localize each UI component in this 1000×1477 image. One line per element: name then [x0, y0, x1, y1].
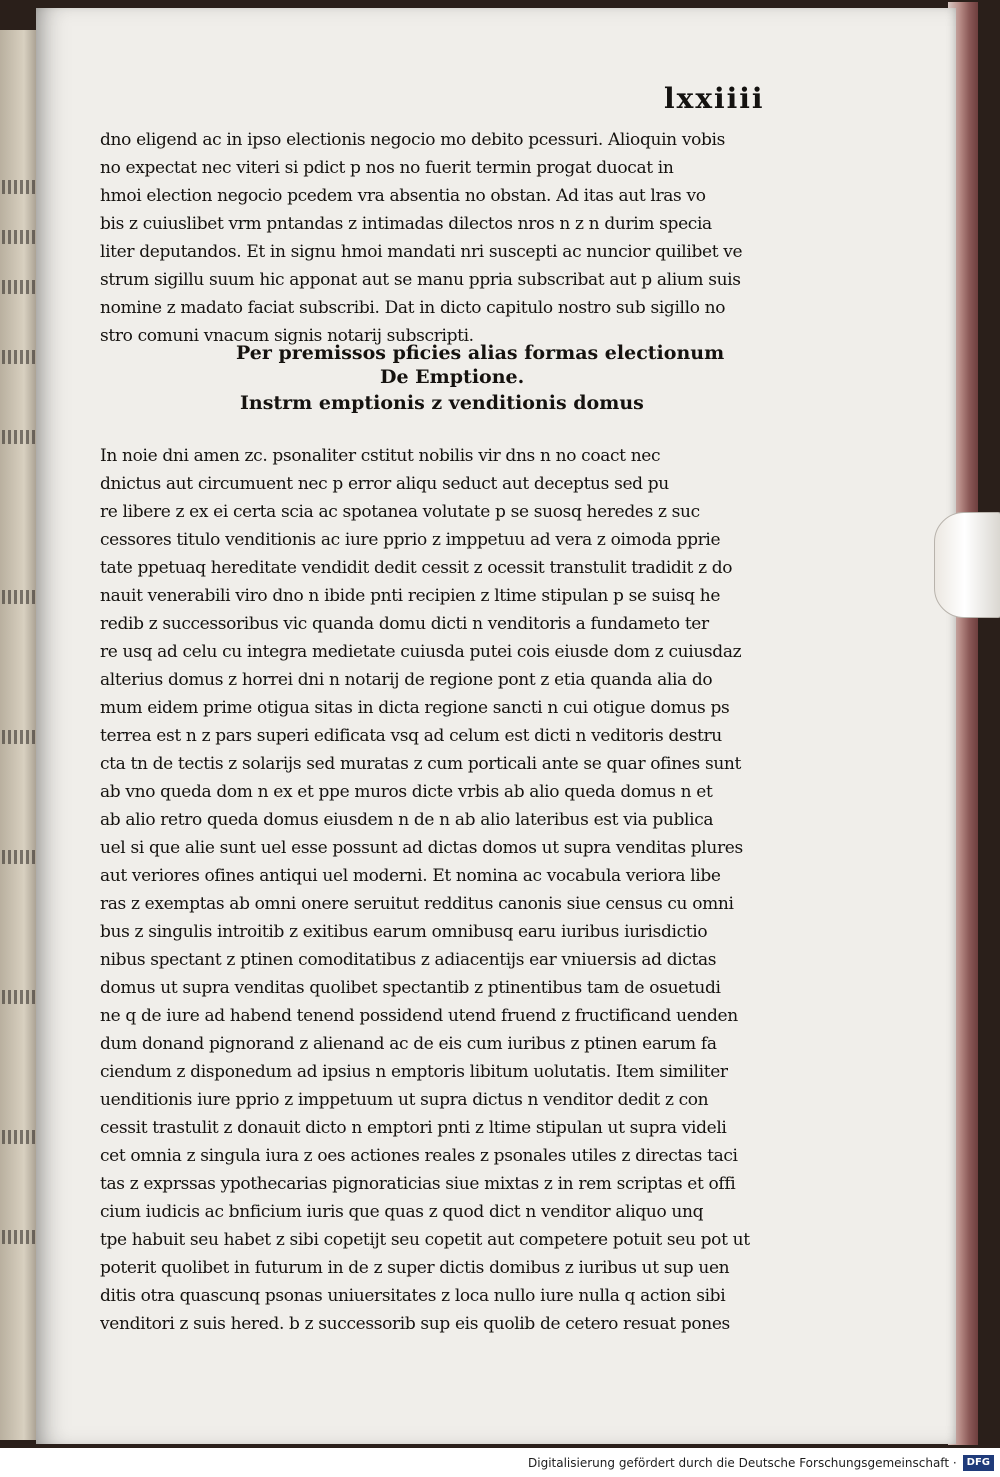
text-line: ne q de iure ad habend tenend possidend utend fruend z fructificand uenden — [100, 1006, 738, 1026]
funding-credit: Digitalisierung gefördert durch die Deutsche Forschungsgemeinschaft · — [528, 1455, 957, 1470]
text-line: hmoi election negocio pcedem vra absentia no obstan. Ad itas aut lras vo — [100, 186, 706, 206]
folio-number: lxxiiii — [664, 82, 765, 115]
text-line: ditis otra quascunq psonas uniuersitates z loca nullo iure nulla q action sibi — [100, 1286, 726, 1306]
text-line: ciendum z disponedum ad ipsius n emptoris libitum uolutatis. Item similiter — [100, 1062, 728, 1082]
dfg-logo: DFG — [963, 1455, 994, 1471]
text-fragment — [2, 730, 38, 744]
text-line: bis z cuiuslibet vrm pntandas z intimadas dilectos nros n z n durim specia — [100, 214, 712, 234]
text-line: cet omnia z singula iura z oes actiones reales z psonales utiles z directas taci — [100, 1146, 738, 1166]
text-line: dno eligend ac in ipso electionis negocio mo debito pcessuri. Alioquin vobis — [100, 130, 725, 150]
text-line: venditori z suis hered. b z successorib sup eis quolib de cetero resuat pones — [100, 1314, 730, 1334]
text-line: re usq ad celu cu integra medietate cuiusda putei cois eiusde dom z cuiusdaz — [100, 642, 742, 662]
text-fragment — [2, 1130, 38, 1144]
footer-bar — [0, 1448, 1000, 1477]
text-line: ab vno queda dom n ex et ppe muros dicte vrbis ab alio queda domus n et — [100, 782, 713, 802]
text-line: mum eidem prime otigua sitas in dicta regione sancti n cui otigue domus ps — [100, 698, 730, 718]
text-block-main — [100, 442, 820, 1338]
text-line: uenditionis iure pprio z imppetuum ut supra dictus n venditor dedit z con — [100, 1090, 709, 1110]
text-line: alterius domus z horrei dni n notarij de regione pont z etia quanda alia do — [100, 670, 713, 690]
text-line: dum donand pignorand z alienand ac de eis cum iuribus z ptinen earum fa — [100, 1034, 717, 1054]
text-line: stro comuni vnacum signis notarij subscripti. — [100, 326, 474, 346]
text-line: cessit trastulit z donauit dicto n emptori pnti z ltime stipulan ut supra videli — [100, 1118, 727, 1138]
text-block-top — [100, 126, 820, 350]
text-line: In noie dni amen zc. psonaliter cstitut nobilis vir dns n no coact nec — [100, 446, 661, 466]
section-heading: Instrm emptionis z venditionis domus — [240, 392, 644, 414]
text-fragment — [2, 230, 38, 244]
text-line: liter deputandos. Et in signu hmoi mandati nri suscepti ac nuncior quilibet ve — [100, 242, 743, 262]
text-line: nomine z madato faciat subscribi. Dat in dicto capitulo nostro sub sigillo no — [100, 298, 726, 318]
text-fragment — [2, 590, 38, 604]
text-fragment — [2, 350, 38, 364]
text-line: tate ppetuaq hereditate vendidit dedit cessit z ocessit transtulit tradidit z do — [100, 558, 733, 578]
text-fragment — [2, 180, 38, 194]
page-clip — [934, 512, 1000, 618]
previous-page-edge — [0, 30, 40, 1440]
text-line: ras z exemptas ab omni onere seruitut redditus canonis siue census cu omni — [100, 894, 734, 914]
text-line: aut veriores ofines antiqui uel moderni. Et nomina ac vocabula veriora libe — [100, 866, 721, 886]
text-line: uel si que alie sunt uel esse possunt ad dictas domos ut supra venditas plures — [100, 838, 743, 858]
text-fragment — [2, 850, 38, 864]
text-line: re libere z ex ei certa scia ac spotanea volutate p se suosq heredes z suc — [100, 502, 700, 522]
text-fragment — [2, 1230, 38, 1244]
text-line: ab alio retro queda domus eiusdem n de n ab alio lateribus est via publica — [100, 810, 714, 830]
text-line: tas z exprssas ypothecarias pignoraticias siue mixtas z in rem scriptas et offi — [100, 1174, 736, 1194]
text-line: dnictus aut circumuent nec p error aliqu seduct aut deceptus sed pu — [100, 474, 669, 494]
text-line: terrea est n z pars superi edificata vsq ad celum est dicti n veditoris destru — [100, 726, 722, 746]
text-line: no expectat nec viteri si pdict p nos no fuerit termin progat duocat in — [100, 158, 674, 178]
text-line: nibus spectant z ptinen comoditatibus z adiacentijs ear vniuersis ad dictas — [100, 950, 717, 970]
text-line: nauit venerabili viro dno n ibide pnti recipien z ltime stipulan p se suisq he — [100, 586, 721, 606]
text-line: tpe habuit seu habet z sibi copetijt seu copetit aut competere potuit seu pot ut — [100, 1230, 750, 1250]
text-fragment — [2, 430, 38, 444]
section-heading: De Emptione. — [380, 366, 525, 388]
text-line: redib z successoribus vic quanda domu dicti n venditoris a fundameto ter — [100, 614, 709, 634]
text-line: strum sigillu suum hic apponat aut se manu ppria subscribat aut p alium suis — [100, 270, 741, 290]
text-line: cessores titulo venditionis ac iure pprio z imppetuu ad vera z oimoda pprie — [100, 530, 721, 550]
text-fragment — [2, 990, 38, 1004]
text-line: poterit quolibet in futurum in de z super dictis domibus z iuribus ut sup uen — [100, 1258, 730, 1278]
text-line: bus z singulis introitib z exitibus earum omnibusq earu iuribus iurisdictio — [100, 922, 708, 942]
section-heading: Per premissos pficies alias formas electionum — [236, 342, 725, 364]
text-line: cium iudicis ac bnficium iuris que quas z quod dict n venditor aliquo unq — [100, 1202, 704, 1222]
text-fragment — [2, 280, 38, 294]
text-line: cta tn de tectis z solarijs sed muratas z cum porticali ante se quar ofines sunt — [100, 754, 742, 774]
text-line: domus ut supra venditas quolibet spectantib z ptinentibus tam de osuetudi — [100, 978, 721, 998]
